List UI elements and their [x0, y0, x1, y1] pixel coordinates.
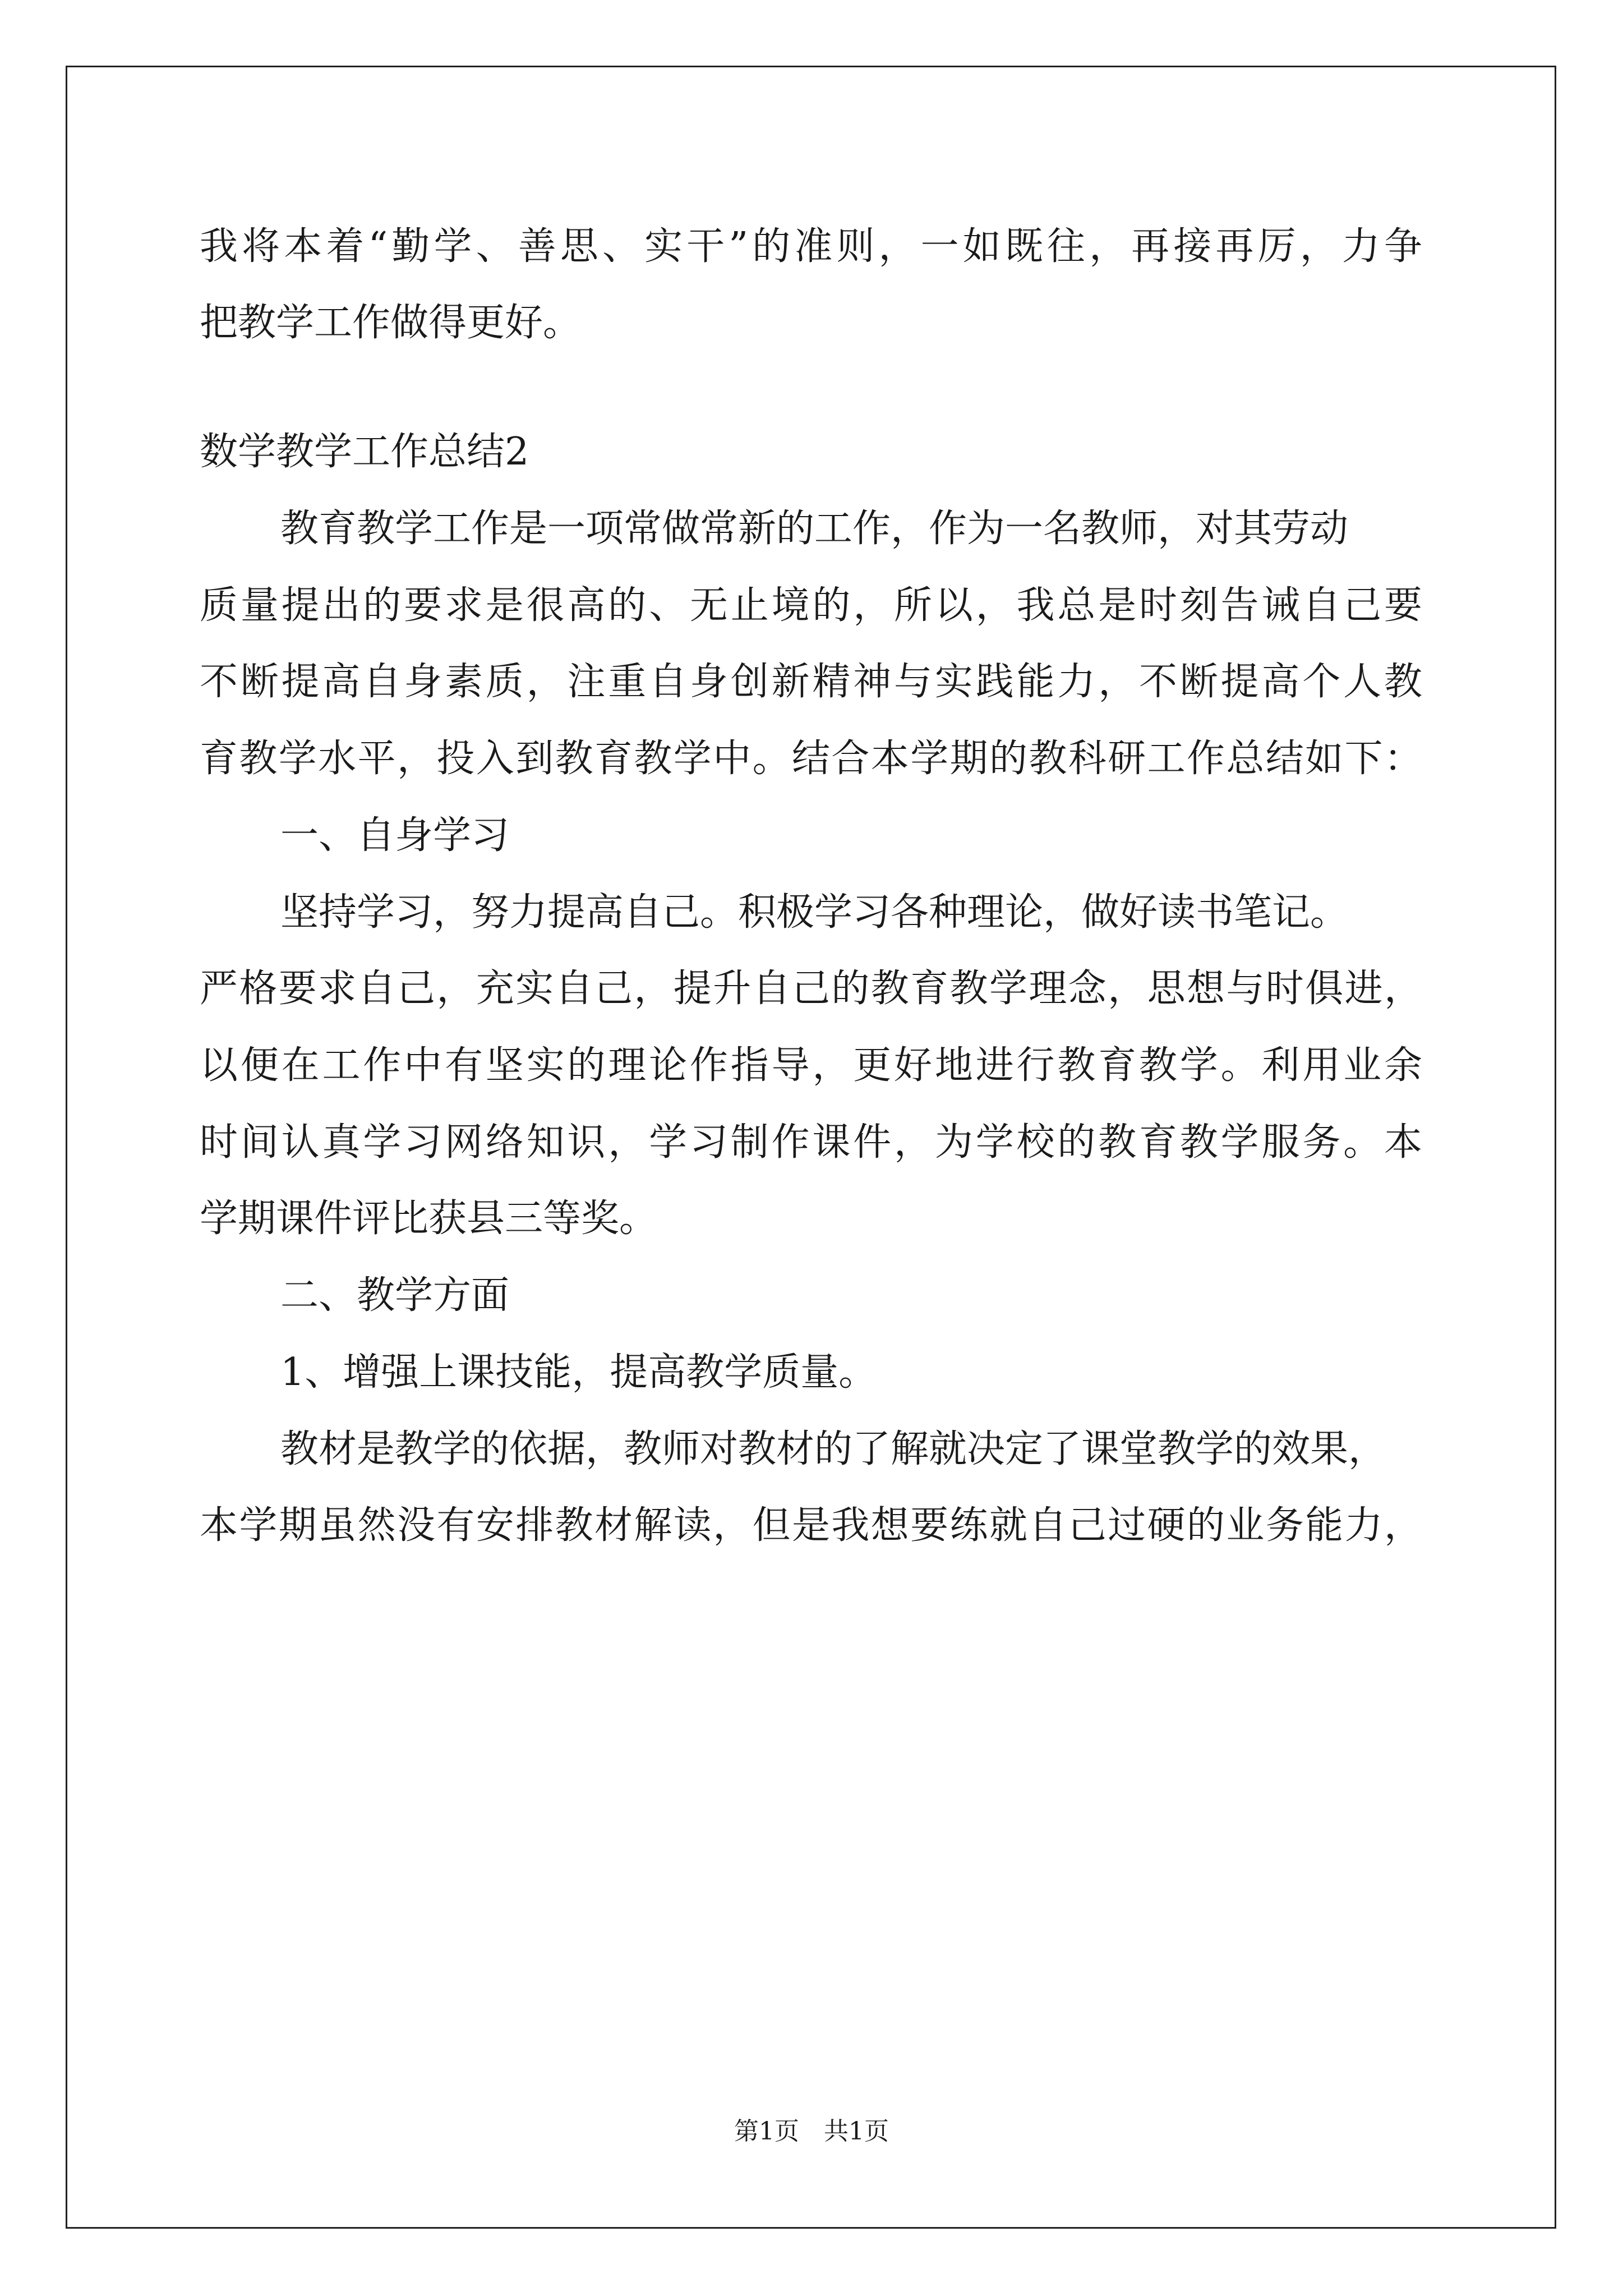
paragraph-line: 严格要求自己，充实自己，提升自己的教育教学理念，思想与时俱进， — [200, 967, 1422, 1011]
list-item: 1、增强上课技能，提高教学质量。 — [280, 1350, 877, 1395]
paragraph-line: 质量提出的要求是很高的、无止境的，所以，我总是时刻告诫自己要 — [200, 583, 1422, 628]
paragraph-line: 教育教学工作是一项常做常新的工作，作为一名教师，对其劳动 — [280, 507, 1349, 551]
section-heading: 数学教学工作总结2 — [200, 430, 529, 474]
paragraph-line: 教材是教学的依据，教师对教材的了解就决定了课堂教学的效果， — [280, 1427, 1387, 1471]
paragraph-line: 时间认真学习网络知识，学习制作课件，为学校的教育教学服务。本 — [200, 1120, 1422, 1165]
paragraph-line: 本学期虽然没有安排教材解读，但是我想要练就自己过硬的业务能力， — [200, 1503, 1422, 1548]
page-footer: 第1页 共1页 — [734, 2117, 889, 2146]
paragraph-line: 不断提高自身素质，注重自身创新精神与实践能力，不断提高个人教 — [200, 660, 1422, 704]
paragraph-line: 把教学工作做得更好。 — [200, 301, 582, 345]
paragraph-line: 坚持学习，努力提高自己。积极学习各种理论，做好读书笔记。 — [280, 890, 1349, 935]
paragraph-line: 我将本着“勤学、善思、实干”的准则，一如既往，再接再厉，力争 — [200, 224, 1422, 269]
paragraph-line: 育教学水平，投入到教育教学中。结合本学期的教科研工作总结如下： — [200, 737, 1422, 781]
subheading: 一、自身学习 — [280, 813, 510, 858]
paragraph-line: 学期课件评比获县三等奖。 — [200, 1197, 658, 1241]
subheading: 二、教学方面 — [280, 1273, 510, 1318]
paragraph-line: 以便在工作中有坚实的理论作指导，更好地进行教育教学。利用业余 — [200, 1043, 1422, 1088]
